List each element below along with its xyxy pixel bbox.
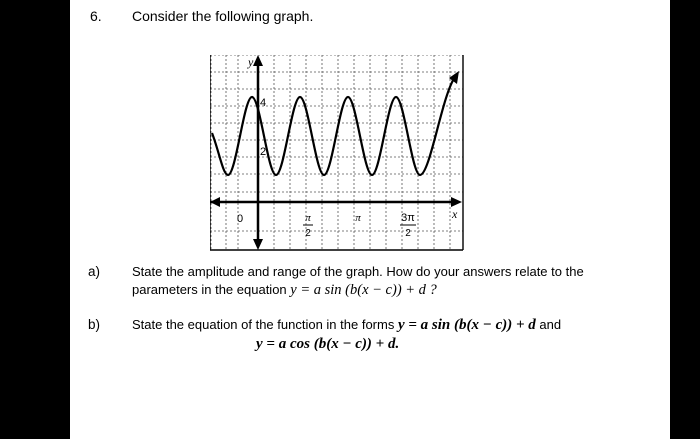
sine-curve <box>212 77 455 175</box>
x-tick-pi-over-2-numerator: π <box>305 212 311 224</box>
question-prompt: Consider the following graph. <box>132 8 314 24</box>
part-b-line1-text: State the equation of the function in the forms <box>132 317 398 332</box>
part-b-label: b) <box>88 317 101 332</box>
y-tick-2: 2 <box>260 146 267 158</box>
right-black-border <box>670 0 700 439</box>
part-b-line1-suffix: and <box>535 317 562 332</box>
sinusoid-graph <box>210 55 465 255</box>
graph-border <box>210 55 463 250</box>
worksheet-page <box>70 0 670 439</box>
left-black-border <box>0 0 70 439</box>
question-number: 6. <box>90 8 102 24</box>
part-b-line1 <box>132 316 561 334</box>
curve-end-arrow <box>449 71 459 84</box>
x-axis <box>210 197 462 207</box>
x-tick-origin: 0 <box>237 213 244 225</box>
graph-grid <box>210 55 463 250</box>
x-tick-pi: π <box>355 212 361 224</box>
part-a-line2-text: parameters in the equation <box>132 282 291 297</box>
part-b-line2 <box>256 335 399 353</box>
part-a-line1: State the amplitude and range of the graph. How do your answers relate to the <box>132 264 584 279</box>
part-a-line2 <box>132 281 437 299</box>
x-tick-3pi-over-2-numerator: 3π <box>401 212 415 224</box>
y-tick-4: 4 <box>260 97 267 109</box>
part-b-cosine-equation: y = a cos (b(x − c)) + d. <box>256 336 400 352</box>
x-tick-pi-over-2-denominator: 2 <box>305 228 311 239</box>
x-axis-label: x <box>452 207 458 221</box>
part-a-equation: y = a sin (b(x − c)) + d ? <box>290 282 437 298</box>
y-axis-label: y <box>248 55 254 69</box>
part-b-sine-equation: y = a sin (b(x − c)) + d <box>397 317 536 333</box>
part-a-label: a) <box>88 264 101 279</box>
x-tick-3pi-over-2-denominator: 2 <box>405 228 411 239</box>
